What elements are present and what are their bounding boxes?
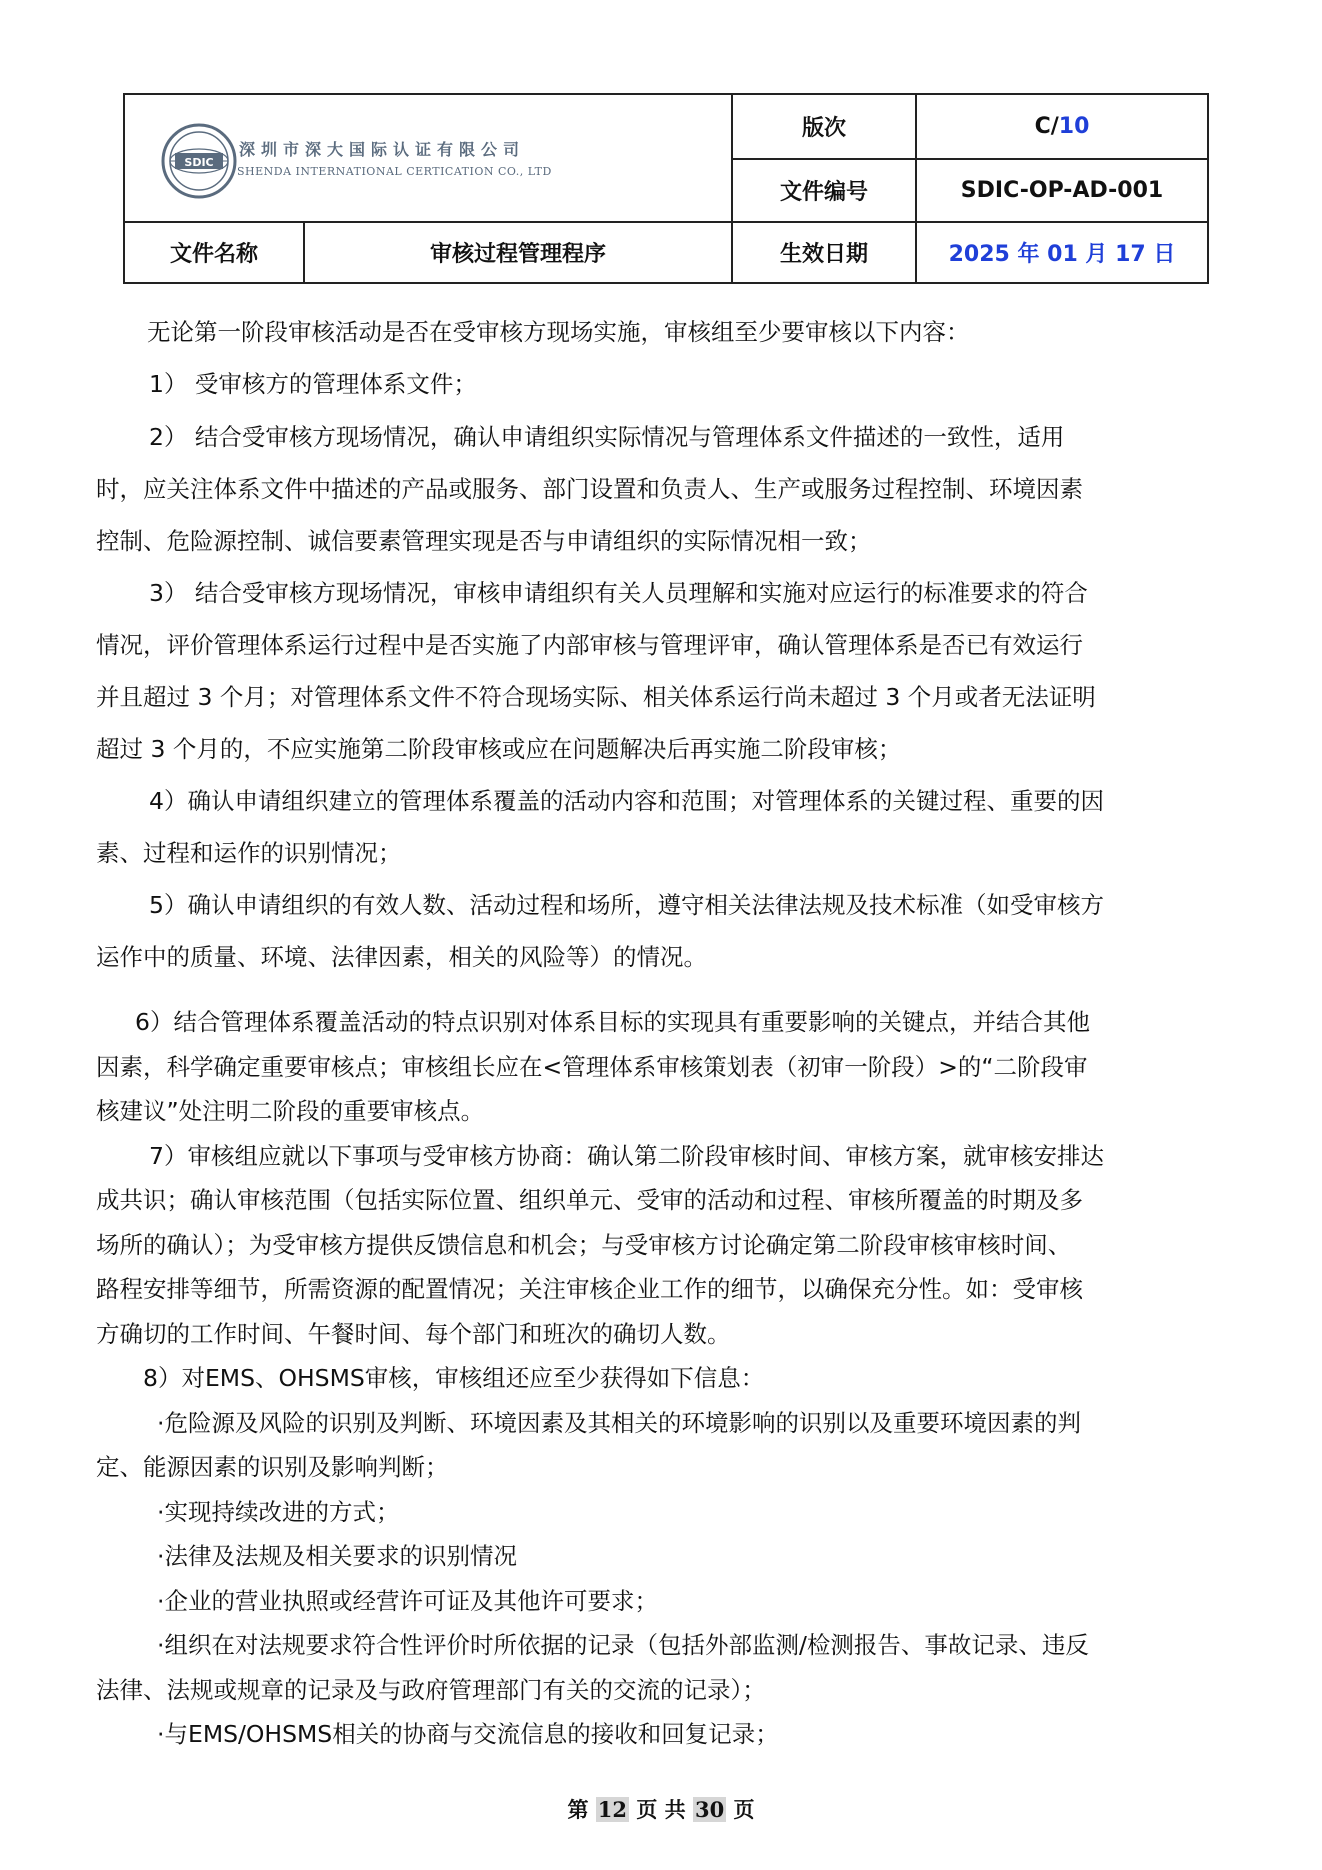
body-line: 时，应关注体系文件中描述的产品或服务、部门设置和负责人、生产或服务过程控制、环境因素 [96, 475, 1083, 503]
doc-name-label: 文件名称 [169, 242, 258, 267]
company-name-en: SHENDA INTERNATIONAL CERTICATION CO., LTD [237, 165, 552, 178]
current-page-number: 12 [597, 1797, 628, 1822]
edition-label: 版次 [801, 116, 846, 141]
body-line: 素、过程和运作的识别情况； [96, 839, 402, 867]
body-line: 定、能源因素的识别及影响判断； [96, 1453, 449, 1481]
body-line: ·法律及法规及相关要求的识别情况 [157, 1542, 517, 1570]
body-line: 核建议”处注明二阶段的重要审核点。 [96, 1097, 485, 1125]
body-line: ·危险源及风险的识别及判断、环境因素及其相关的环境影响的识别以及重要环境因素的判 [157, 1409, 1081, 1437]
company-name-cn: 深圳市深大国际认证有限公司 [239, 140, 526, 159]
sdic-logo [161, 123, 237, 199]
body-line: 6）结合管理体系覆盖活动的特点识别对体系目标的实现具有重要影响的关键点，并结合其他 [135, 1008, 1090, 1036]
edition-value [917, 95, 1207, 158]
body-line: 4）确认申请组织建立的管理体系覆盖的活动内容和范围；对管理体系的关键过程、重要的因 [149, 787, 1104, 815]
document-header-table [123, 93, 1209, 284]
doc-no-value: SDIC-OP-AD-001 [960, 178, 1164, 203]
body-line: ·与EMS/OHSMS相关的协商与交流信息的接收和回复记录； [157, 1720, 779, 1748]
body-line: 3） 结合受审核方现场情况，审核申请组织有关人员理解和实施对应运行的标准要求的符合 [149, 579, 1088, 607]
edition-number: 10 [1058, 114, 1090, 139]
body-line: 并且超过 3 个月；对管理体系文件不符合现场实际、相关体系运行尚未超过 3 个月或者无法证明 [96, 683, 1096, 711]
body-line: ·企业的营业执照或经营许可证及其他许可要求； [157, 1587, 658, 1615]
body-line: ·实现持续改进的方式； [157, 1498, 400, 1526]
body-line: ·组织在对法规要求符合性评价时所依据的记录（包括外部监测/检测报告、事故记录、违反 [157, 1631, 1089, 1659]
logo-text: SDIC [184, 156, 214, 169]
body-line: 7）审核组应就以下事项与受审核方协商：确认第二阶段审核时间、审核方案，就审核安排达 [149, 1142, 1104, 1170]
body-line: 8）对EMS、OHSMS审核，审核组还应至少获得如下信息： [143, 1364, 765, 1392]
body-line: 5）确认申请组织的有效人数、活动过程和场所，遵守相关法律法规及技术标准（如受审核方 [149, 891, 1104, 919]
body-line: 场所的确认）；为受审核方提供反馈信息和机会；与受审核方讨论确定第二阶段审核审核时间、 [96, 1231, 1072, 1259]
effective-date-label: 生效日期 [779, 242, 868, 267]
body-line: 无论第一阶段审核活动是否在受审核方现场实施，审核组至少要审核以下内容： [147, 318, 970, 346]
body-line: 方确切的工作时间、午餐时间、每个部门和班次的确切人数。 [96, 1320, 731, 1348]
body-line: 成共识；确认审核范围（包括实际位置、组织单元、受审的活动和过程、审核所覆盖的时期及多 [96, 1186, 1083, 1214]
body-line: 2） 结合受审核方现场情况，确认申请组织实际情况与管理体系文件描述的一致性，适用 [149, 423, 1065, 451]
body-line: 1） 受审核方的管理体系文件； [149, 370, 477, 398]
body-line: 法律、法规或规章的记录及与政府管理部门有关的交流的记录）； [96, 1676, 766, 1704]
body-line: 运作中的质量、环境、法律因素，相关的风险等）的情况。 [96, 943, 707, 971]
page-footer [0, 1794, 1322, 1824]
body-line: 超过 3 个月的，不应实施第二阶段审核或应在问题解决后再实施二阶段审核； [96, 735, 902, 763]
body-line: 情况，评价管理体系运行过程中是否实施了内部审核与管理评审，确认管理体系是否已有效运行 [96, 631, 1083, 659]
footer-prefix: 第 [567, 1797, 589, 1822]
body-line: 控制、危险源控制、诚信要素管理实现是否与申请组织的实际情况相一致； [96, 527, 872, 555]
doc-name-value: 审核过程管理程序 [429, 242, 606, 267]
total-pages-number: 30 [694, 1797, 725, 1822]
body-line: 路程安排等细节，所需资源的配置情况；关注审核企业工作的细节，以确保充分性。如：受审核 [96, 1275, 1083, 1303]
effective-date-value: 2025 年 01 月 17 日 [948, 242, 1176, 267]
footer-suffix: 页 [733, 1797, 755, 1822]
body-line: 因素，科学确定重要审核点；审核组长应在<管理体系审核策划表（初审一阶段）>的“二阶段审 [96, 1053, 1088, 1081]
doc-no-label: 文件编号 [779, 180, 868, 205]
edition-prefix: C/ [1034, 114, 1059, 139]
footer-middle: 页 共 [636, 1797, 686, 1822]
